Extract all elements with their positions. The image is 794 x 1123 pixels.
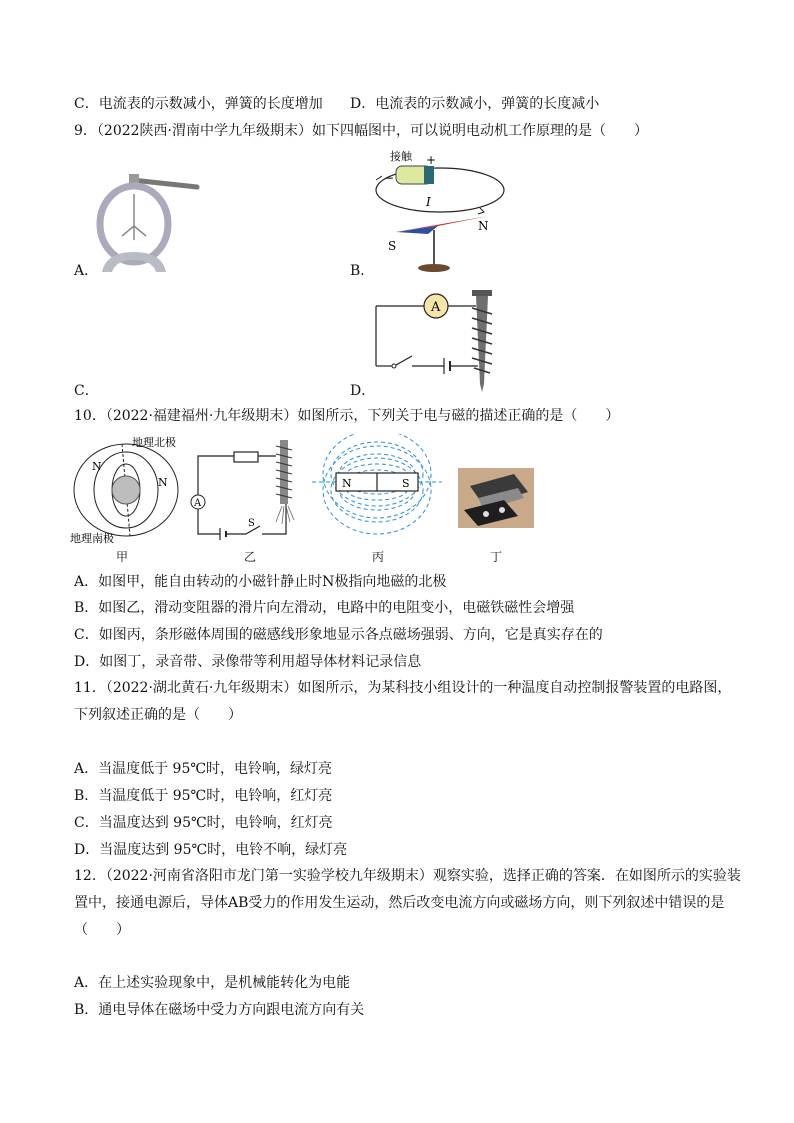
q10-fig-bing-n: N xyxy=(342,477,352,490)
q10-option-a: A．如图甲，能自由转动的小磁针静止时N极指向地磁的北极 xyxy=(74,574,447,590)
q11-stem-line1: 11．（2022·湖北黄石·九年级期末）如图所示，为某科技小组设计的一种温度自动控制报警装置的电路图， xyxy=(74,680,732,696)
q12-stem-line1: 12．（2022·河南省洛阳市龙门第一实验学校九年级期末）观察实验，选择正确的答案．在如图所示的实验装 xyxy=(74,868,741,884)
q9-fig-b-contact: 接触 xyxy=(390,150,412,163)
q10-fig-jia-north-pole: 地理北极 xyxy=(132,436,176,449)
q10-fig-jia-n-right: N xyxy=(158,476,168,489)
q12-stem-line2: 置中，接通电源后，导体AB受力的作用发生运动，然后改变电流方向或磁场方向，则下列叙述中错误的是 xyxy=(74,895,725,911)
q10-stem: 10．（2022·福建福州·九年级期末）如图所示，下列关于电与磁的描述正确的是（ ） xyxy=(74,408,620,424)
q9-fig-b-s: S xyxy=(388,239,397,253)
q8-option-d: D．电流表的示数减小，弹簧的长度减小 xyxy=(350,96,600,112)
q9-option-a: A． xyxy=(74,263,99,279)
q10-figure-ding xyxy=(458,468,534,528)
q12-stem-line3: （ ） xyxy=(74,922,130,938)
q9-fig-b-n: N xyxy=(478,219,489,233)
q9-stem: 9．（2022陕西·渭南中学九年级期末）如下四幅图中，可以说明电动机工作原理的是（ ） xyxy=(74,123,648,139)
q11-option-b: B．当温度低于 95℃时，电铃响，红灯亮 xyxy=(74,788,333,804)
q10-option-b: B．如图乙，滑动变阻器的滑片向左滑动，电路中的电阻变小，电磁铁磁性会增强 xyxy=(74,600,575,616)
q11-option-a: A．当温度低于 95℃时，电铃响，绿灯亮 xyxy=(74,761,333,777)
q9-fig-d-ammeter: A xyxy=(431,300,441,315)
q10-fig-jia-south-pole: 地理南极 xyxy=(70,532,114,545)
q8-option-c: C．电流表的示数减小，弹簧的长度增加 xyxy=(74,96,323,112)
q10-fig-yi-ammeter: A xyxy=(194,498,202,509)
q10-figure-yi xyxy=(186,434,298,544)
q9-figure-d xyxy=(368,288,498,394)
q10-figure-bing xyxy=(312,434,442,544)
q10-option-c: C．如图丙，条形磁体周围的磁感线形象地显示各点磁场强弱、方向，它是真实存在的 xyxy=(74,627,603,643)
q10-caption-ding: 丁 xyxy=(490,550,503,564)
q10-figure-jia xyxy=(66,434,188,546)
q12-option-a: A．在上述实验现象中，是机械能转化为电能 xyxy=(74,975,351,991)
q9-figure-a xyxy=(92,160,204,275)
q10-option-d: D．如图丁，录音带、录像带等利用超导体材料记录信息 xyxy=(74,654,422,670)
q9-option-d: D． xyxy=(350,383,376,399)
q12-option-b: B．通电导体在磁场中受力方向跟电流方向有关 xyxy=(74,1002,365,1018)
q11-stem-line2: 下列叙述正确的是（ ） xyxy=(74,707,242,723)
q10-caption-yi: 乙 xyxy=(244,550,257,564)
q11-option-d: D．当温度达到 95℃时，电铃不响，绿灯亮 xyxy=(74,842,348,858)
q9-fig-b-plus: + xyxy=(426,153,437,167)
q9-fig-b-current: I xyxy=(426,195,431,209)
q9-fig-b-minus: − xyxy=(384,171,395,185)
q10-caption-jia: 甲 xyxy=(116,550,129,564)
q10-fig-jia-n-left: N xyxy=(92,460,102,473)
q11-option-c: C．当温度达到 95℃时，电铃响，红灯亮 xyxy=(74,815,333,831)
q10-fig-yi-switch: S xyxy=(248,518,255,529)
q9-option-b: B． xyxy=(350,263,375,279)
q10-caption-bing: 丙 xyxy=(372,550,385,564)
q9-option-c: C． xyxy=(74,383,99,399)
q10-fig-bing-s: S xyxy=(402,477,410,490)
q9-figure-b xyxy=(368,146,508,274)
